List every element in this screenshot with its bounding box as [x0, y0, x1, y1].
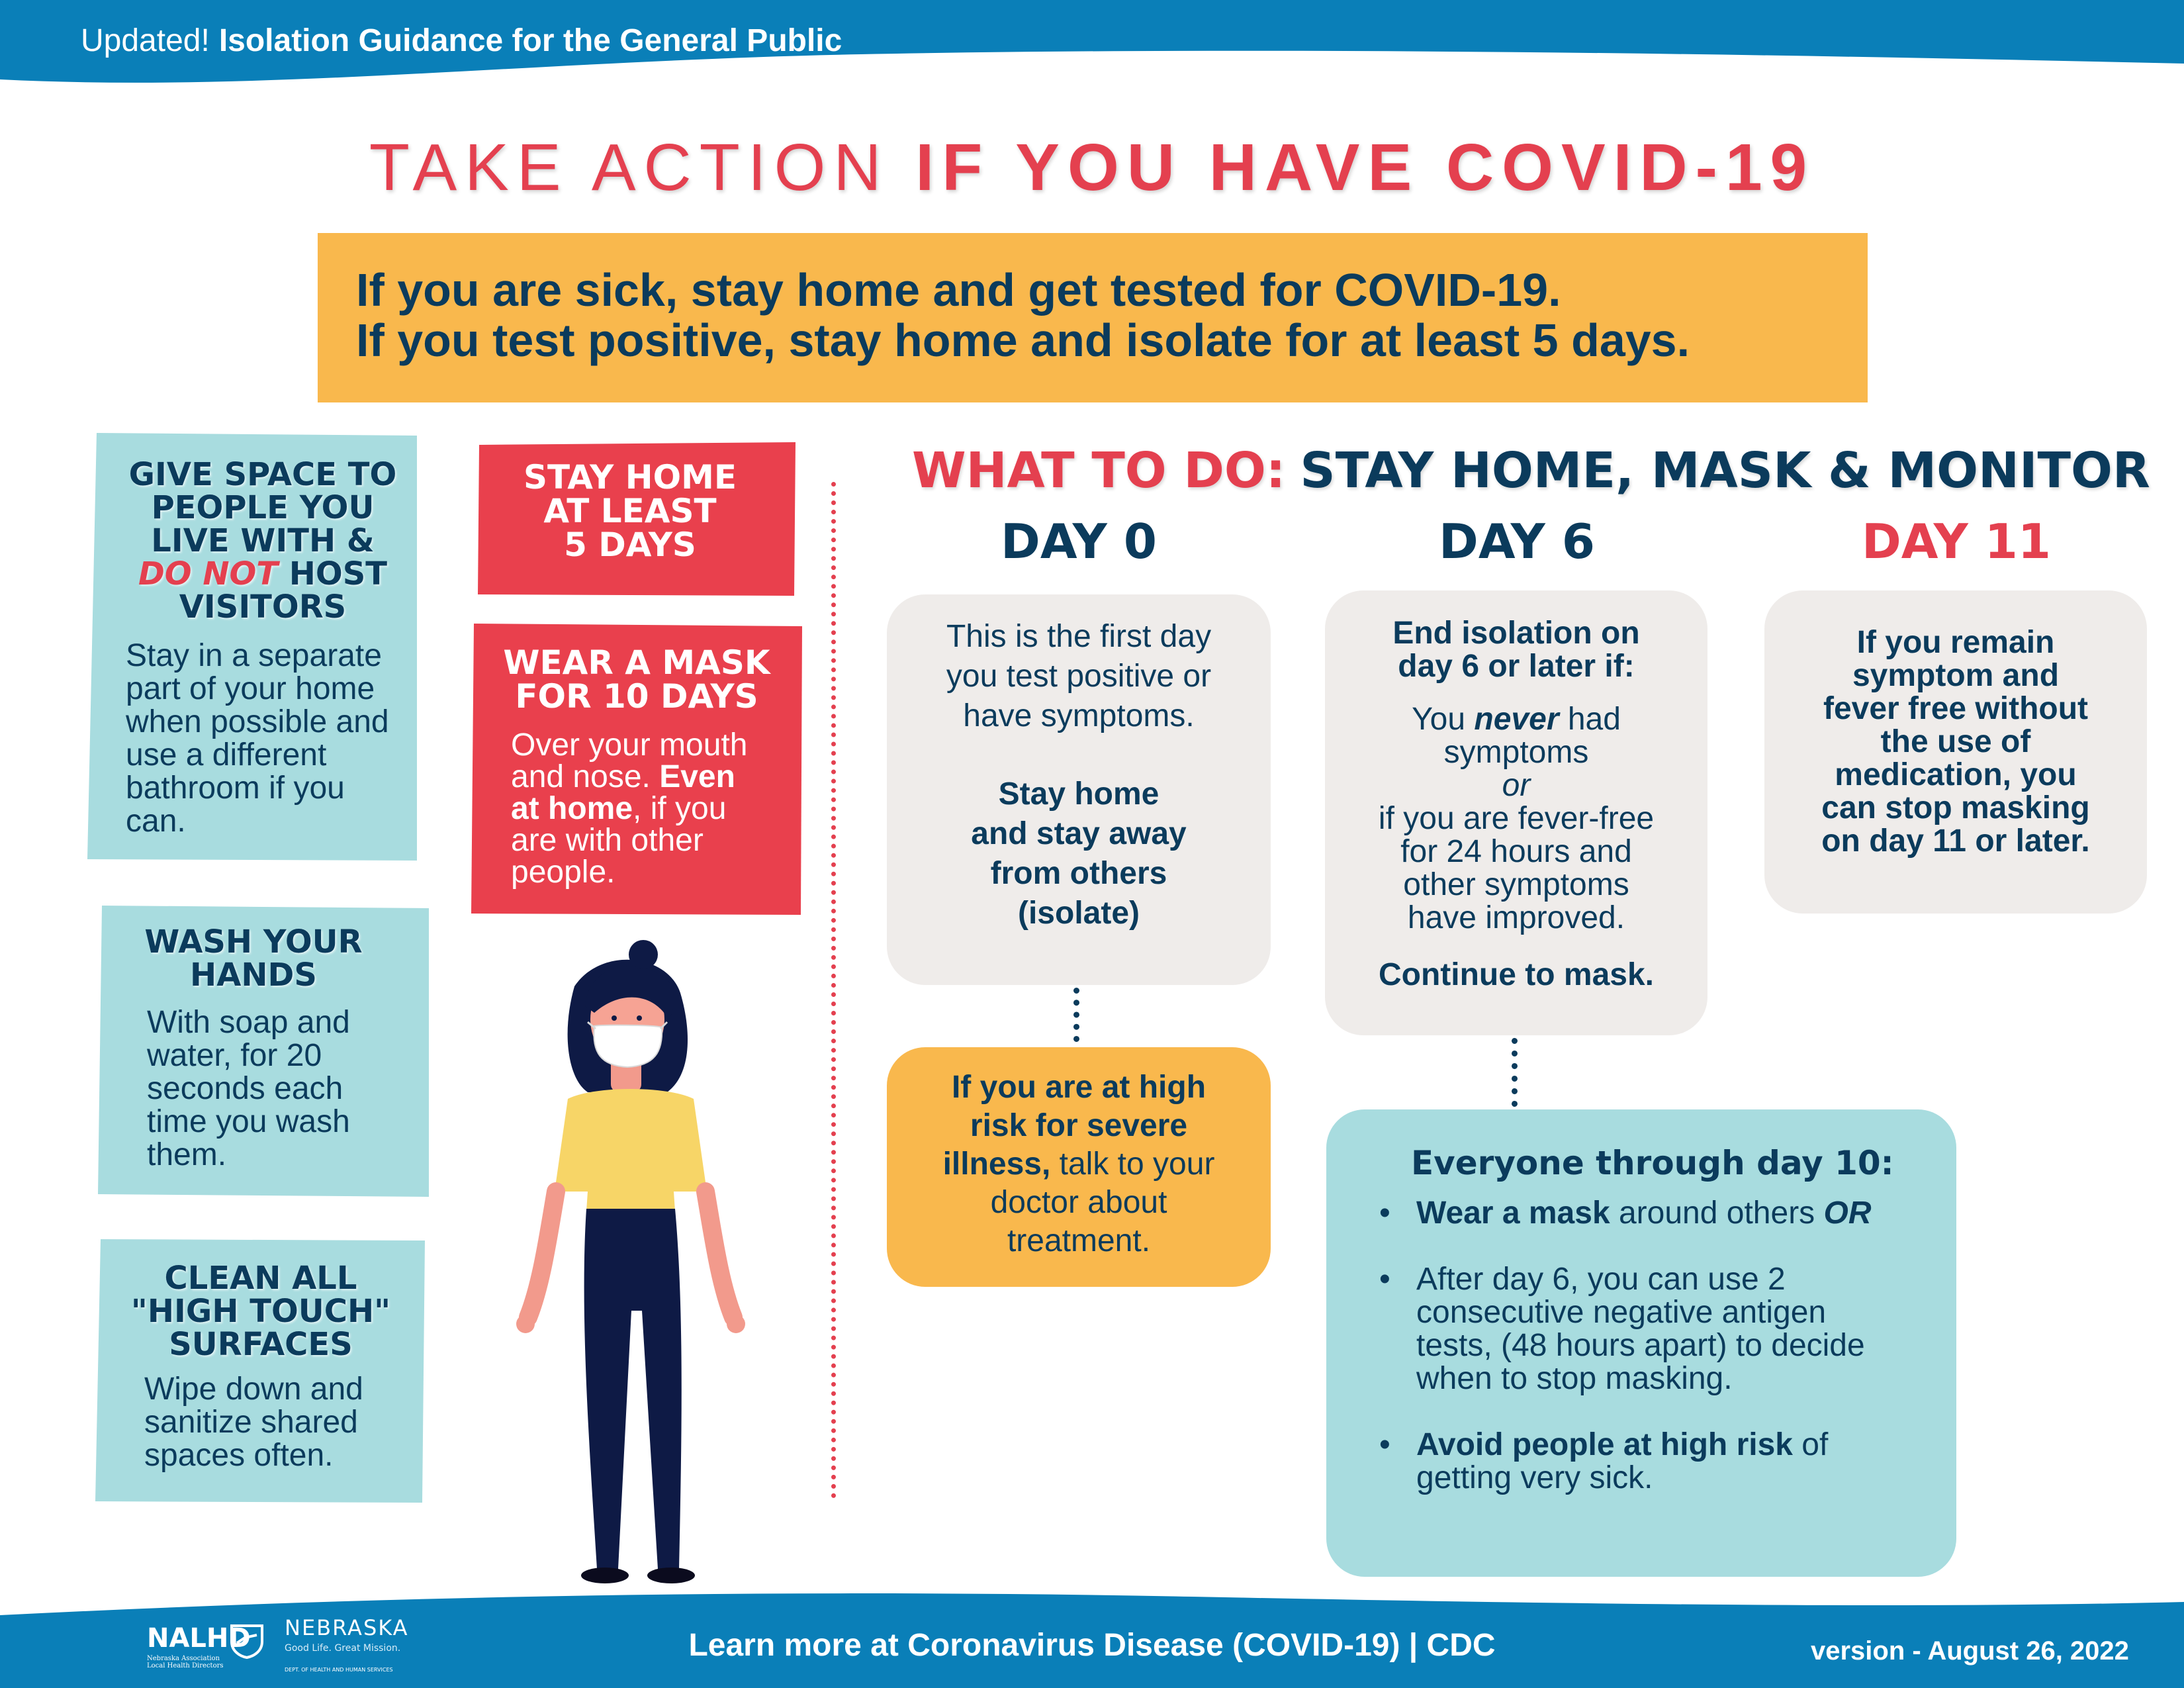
day-0-line: This is the first day — [946, 619, 1212, 654]
risk-line: risk for severe — [970, 1108, 1188, 1143]
what-to-do-label: WHAT TO DO: — [912, 442, 1286, 499]
spacer — [1325, 935, 1707, 959]
wash-line: them. — [147, 1137, 227, 1172]
give-space-line: use a different — [126, 737, 327, 773]
clean-heading — [95, 1262, 426, 1361]
clean-line: sanitize shared — [144, 1405, 358, 1440]
title-bold: IF YOU HAVE COVID-19 — [915, 130, 1815, 205]
bullet-rest: around others — [1610, 1196, 1824, 1231]
day-11-line: symptom and — [1852, 658, 2060, 693]
day-6-line: if you are fever-free — [1378, 801, 1655, 836]
day-6-head-line: End isolation on — [1392, 616, 1640, 651]
stay-home-heading — [478, 458, 782, 564]
bullet-line: After day 6, you can use 2 — [1416, 1262, 1786, 1297]
mask-text: , if you — [633, 791, 727, 826]
give-space-head-5: VISITORS — [179, 588, 347, 626]
stay-home-line: AT LEAST — [543, 492, 717, 530]
risk-illness: illness, — [942, 1147, 1051, 1182]
day-6-never-line — [1325, 703, 1707, 736]
day-11-line: fever free without — [1823, 691, 2089, 726]
day-0-bold-line: from others — [990, 856, 1167, 891]
give-space-heading — [87, 458, 438, 624]
give-space-head-1: GIVE SPACE TO — [128, 456, 397, 493]
mask-heading — [471, 643, 802, 716]
day-0-label: DAY 0 — [1001, 514, 1157, 569]
bullet-line: when to stop masking. — [1416, 1361, 1733, 1396]
day-0-box — [887, 594, 1271, 985]
day-11-box — [1764, 590, 2147, 914]
day-0-bold-line: Stay home — [998, 776, 1160, 812]
everyone-title: Everyone through day 10: — [1411, 1144, 1894, 1182]
give-space-body — [126, 639, 389, 838]
bullet-line: consecutive negative antigen — [1416, 1295, 1827, 1330]
bullet-or: OR — [1823, 1196, 1872, 1231]
give-space-line: Stay in a separate — [126, 638, 382, 673]
wash-line: time you wash — [147, 1104, 350, 1139]
mask-even: Even — [659, 759, 735, 794]
bullet-dot: • — [1379, 1196, 1390, 1231]
bullet-line: getting very sick. — [1416, 1460, 1653, 1495]
clean-head-2: "HIGH TOUCH" — [130, 1293, 391, 1330]
give-space-line: can. — [126, 804, 186, 839]
day-11-line: the use of — [1880, 724, 2031, 759]
woman-with-mask-illustration — [502, 940, 753, 1595]
wash-head-2: HANDS — [190, 957, 317, 994]
day-6-never: never — [1474, 702, 1559, 737]
nebraska-tagline: Good Life. Great Mission. — [285, 1643, 401, 1654]
high-risk-box — [887, 1047, 1271, 1287]
risk-line — [887, 1145, 1271, 1184]
banner-line-1: If you are sick, stay home and get tested for COVID-19. — [356, 264, 1561, 316]
day-0-connector — [1073, 988, 1079, 1042]
give-space-head-4 — [87, 557, 438, 590]
spacer — [887, 736, 1271, 774]
clean-line: spaces often. — [144, 1438, 334, 1473]
wear-mask-bold: Wear a mask — [1416, 1196, 1610, 1231]
wear-mask-card — [471, 624, 802, 915]
day-6-line: have improved. — [1407, 900, 1625, 935]
mask-line — [511, 793, 747, 825]
mask-at-home: at home — [511, 791, 633, 826]
day-0-bold-line: and stay away — [971, 816, 1187, 851]
clean-line: Wipe down and — [144, 1372, 363, 1407]
day-6-continue: Continue to mask. — [1378, 957, 1655, 992]
day-6-line: for 24 hours and — [1400, 834, 1632, 869]
stay-home-line: 5 DAYS — [564, 526, 696, 564]
wash-head-1: WASH YOUR — [144, 923, 363, 961]
everyone-through-day-10-box — [1326, 1109, 1956, 1577]
dotted-divider — [831, 482, 837, 1499]
mask-head-2: FOR 10 DAYS — [515, 677, 758, 716]
bullet-dot: • — [1379, 1262, 1390, 1297]
mask-text: and nose. — [511, 759, 660, 794]
updated-label: Updated! — [81, 23, 210, 58]
bullet-rest: of — [1792, 1427, 1829, 1462]
wash-line: seconds each — [147, 1071, 343, 1106]
risk-line: doctor about — [990, 1185, 1167, 1220]
day-6-line: other symptoms — [1403, 867, 1629, 902]
banner-line-2: If you test positive, stay home and isolate for at least 5 days. — [356, 314, 1690, 366]
mask-line: Over your mouth — [511, 727, 748, 763]
stay-home-line: STAY HOME — [523, 458, 737, 496]
wash-heading — [98, 925, 409, 992]
day-11-line: on day 11 or later. — [1821, 823, 2090, 859]
page-title — [0, 130, 2184, 206]
give-space-head-2: PEOPLE YOU — [151, 489, 375, 526]
give-space-head-3: LIVE WITH & — [151, 522, 375, 559]
give-space-line: when possible and — [126, 704, 389, 739]
bullet-line — [1416, 1429, 1828, 1462]
do-not-emphasis: DO NOT — [138, 555, 279, 592]
wash-body — [147, 1006, 350, 1172]
nebraska-dept: DEPT. OF HEALTH AND HUMAN SERVICES — [285, 1667, 393, 1673]
sick-banner — [318, 233, 1868, 402]
day-11-line: can stop masking — [1821, 790, 2090, 825]
give-space-line: bathroom if you — [126, 771, 345, 806]
mask-line: people. — [511, 855, 615, 890]
nebraska-logo: NEBRASKA — [285, 1615, 409, 1640]
bullet-text — [1416, 1263, 1865, 1395]
clean-head-1: CLEAN ALL — [164, 1260, 357, 1297]
wash-line: With soap and — [147, 1005, 350, 1040]
title-light: TAKE ACTION — [369, 130, 889, 205]
nalhd-sub-line: Local Health Directors — [147, 1662, 224, 1669]
host-text: HOST — [278, 555, 388, 592]
day-6-head-line: day 6 or later if: — [1398, 649, 1635, 684]
version-date: version - August 26, 2022 — [1811, 1636, 2129, 1665]
day-0-line: you test positive or — [946, 659, 1212, 694]
what-to-do-value: STAY HOME, MASK & MONITOR — [1300, 442, 2150, 499]
avoid-people-bold: Avoid people at high risk — [1416, 1427, 1793, 1462]
header-title — [81, 23, 842, 59]
wash-hands-card — [98, 906, 429, 1197]
give-space-line: part of your home — [126, 671, 375, 706]
risk-text: talk to your — [1050, 1147, 1215, 1182]
day-11-line: If you remain — [1856, 625, 2055, 660]
day-6-text: had — [1559, 702, 1621, 737]
day-6-or: or — [1502, 768, 1531, 803]
nalhd-sub-line: Nebraska Association — [147, 1655, 220, 1662]
what-to-do-heading — [912, 442, 2150, 499]
stay-home-card — [478, 442, 796, 596]
clean-surfaces-card — [95, 1239, 425, 1503]
risk-line: If you are at high — [951, 1070, 1206, 1105]
give-space-card — [87, 433, 417, 861]
mask-line — [511, 761, 747, 793]
bullet-text — [1416, 1429, 1828, 1495]
clean-body — [144, 1373, 363, 1472]
clean-head-3: SURFACES — [169, 1326, 353, 1363]
day-6-connector — [1512, 1038, 1518, 1107]
mask-line: are with other — [511, 823, 704, 858]
bullet-line: tests, (48 hours apart) to decide — [1416, 1328, 1865, 1363]
nalhd-logo: NALHD — [147, 1623, 251, 1654]
day-6-label: DAY 6 — [1439, 514, 1595, 569]
mask-head-1: WEAR A MASK — [503, 643, 770, 682]
day-6-line: symptoms — [1443, 735, 1589, 770]
cdc-learn-more-link[interactable]: Learn more at Coronavirus Disease (COVID-19) | CDC — [688, 1628, 1496, 1663]
day-0-bold-line: (isolate) — [1017, 896, 1140, 931]
bullet-text — [1416, 1197, 1872, 1230]
wash-line: water, for 20 — [147, 1038, 322, 1073]
risk-line: treatment. — [1007, 1223, 1151, 1258]
spacer — [1325, 683, 1707, 703]
bullet-dot: • — [1379, 1427, 1390, 1462]
guidance-title: Isolation Guidance for the General Public — [218, 23, 842, 58]
day-6-text: You — [1412, 702, 1475, 737]
day-6-box — [1325, 590, 1707, 1035]
day-11-line: medication, you — [1835, 757, 2077, 792]
day-0-line: have symptoms. — [963, 698, 1195, 733]
day-11-label: DAY 11 — [1862, 514, 2051, 569]
mask-body — [511, 729, 747, 888]
